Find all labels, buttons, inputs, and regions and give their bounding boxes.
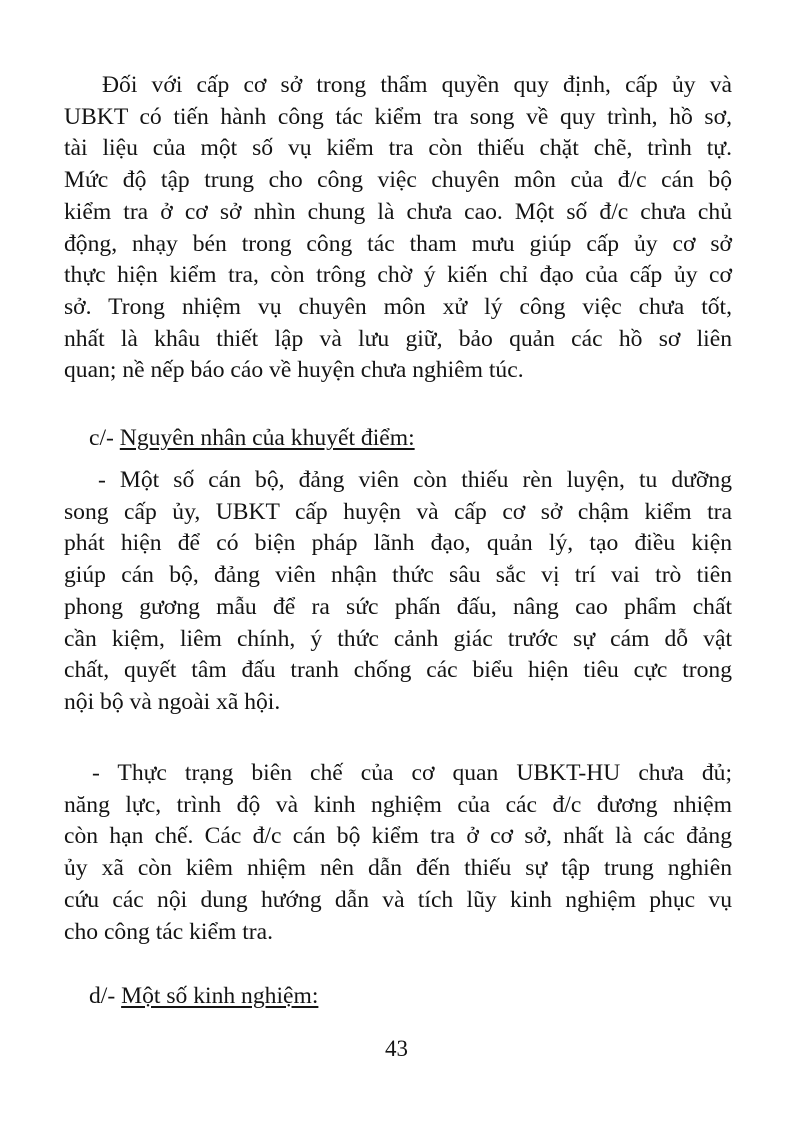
- text-line: ủy xã còn kiêm nhiệm nên dẫn đến thiếu sự tập trung nghiên: [64, 855, 732, 882]
- text-line: tài liệu của một số vụ kiểm tra còn thiếu chặt chẽ, trình tự.: [64, 135, 732, 162]
- text-line: động, nhạy bén trong công tác tham mưu giúp cấp ủy cơ sở: [64, 230, 732, 257]
- text-line: Mức độ tập trung cho công việc chuyên môn của đ/c cán bộ: [64, 167, 732, 194]
- text-line: - Thực trạng biên chế của cơ quan UBKT-HU chưa đủ;: [92, 760, 732, 786]
- text-line: song cấp ủy, UBKT cấp huyện và cấp cơ sở chậm kiểm tra: [64, 498, 732, 525]
- text-line: kiểm tra ở cơ sở nhìn chung là chưa cao. Một số đ/c chưa chủ: [64, 198, 732, 225]
- text-line: cho công tác kiểm tra.: [64, 918, 273, 945]
- section-heading-lessons: [64, 981, 318, 1013]
- text-line: phong gương mẫu để ra sức phấn đấu, nâng cao phẩm chất: [64, 593, 732, 620]
- text-line: phát hiện để có biện pháp lãnh đạo, quản lý, tạo điều kiện: [64, 530, 732, 557]
- text-line: sở. Trong nhiệm vụ chuyên môn xử lý công việc chưa tốt,: [64, 293, 732, 320]
- text-line: UBKT có tiến hành công tác kiểm tra song về quy trình, hồ sơ,: [64, 103, 732, 130]
- text-line: - Một số cán bộ, đảng viên còn thiếu rèn luyện, tu dưỡng: [98, 467, 732, 493]
- text-line: còn hạn chế. Các đ/c cán bộ kiểm tra ở cơ sở, nhất là các đảng: [64, 823, 732, 850]
- text-line: thực hiện kiểm tra, còn trông chờ ý kiến chỉ đạo của cấp ủy cơ: [64, 262, 732, 289]
- text-line: cần kiệm, liêm chính, ý thức cảnh giác trước sự cám dỗ vật: [64, 625, 732, 652]
- section-heading-causes: [64, 423, 415, 455]
- paragraph-cause-training: [64, 465, 732, 719]
- text-line: nhất là khâu thiết lập và lưu giữ, bảo quản các hồ sơ liên: [64, 325, 732, 352]
- text-line: cứu các nội dung hướng dẫn và tích lũy kinh nghiệm phục vụ: [64, 886, 732, 913]
- text-line: giúp cán bộ, đảng viên nhận thức sâu sắc vị trí vai trò tiên: [64, 562, 732, 589]
- heading-title: Nguyên nhân của khuyết điểm:: [119, 425, 415, 451]
- text-line: chất, quyết tâm đấu tranh chống các biểu hiện tiêu cực trong: [64, 657, 732, 684]
- heading-title: Một số kinh nghiệm:: [121, 983, 319, 1009]
- page-number: 43: [385, 1036, 408, 1061]
- text-line: năng lực, trình độ và kinh nghiệm của các đ/c đương nhiệm: [64, 791, 732, 818]
- paragraph-cause-staffing: [64, 758, 732, 948]
- heading-prefix: d/-: [89, 983, 122, 1009]
- heading-prefix: c/-: [89, 425, 120, 451]
- text-line: Đối với cấp cơ sở trong thẩm quyền quy định, cấp ủy và: [102, 72, 732, 98]
- text-line: quan; nề nếp báo cáo về huyện chưa nghiêm túc.: [64, 357, 524, 384]
- paragraph-limitations-grassroots: [64, 70, 732, 387]
- text-line: nội bộ và ngoài xã hội.: [64, 688, 281, 715]
